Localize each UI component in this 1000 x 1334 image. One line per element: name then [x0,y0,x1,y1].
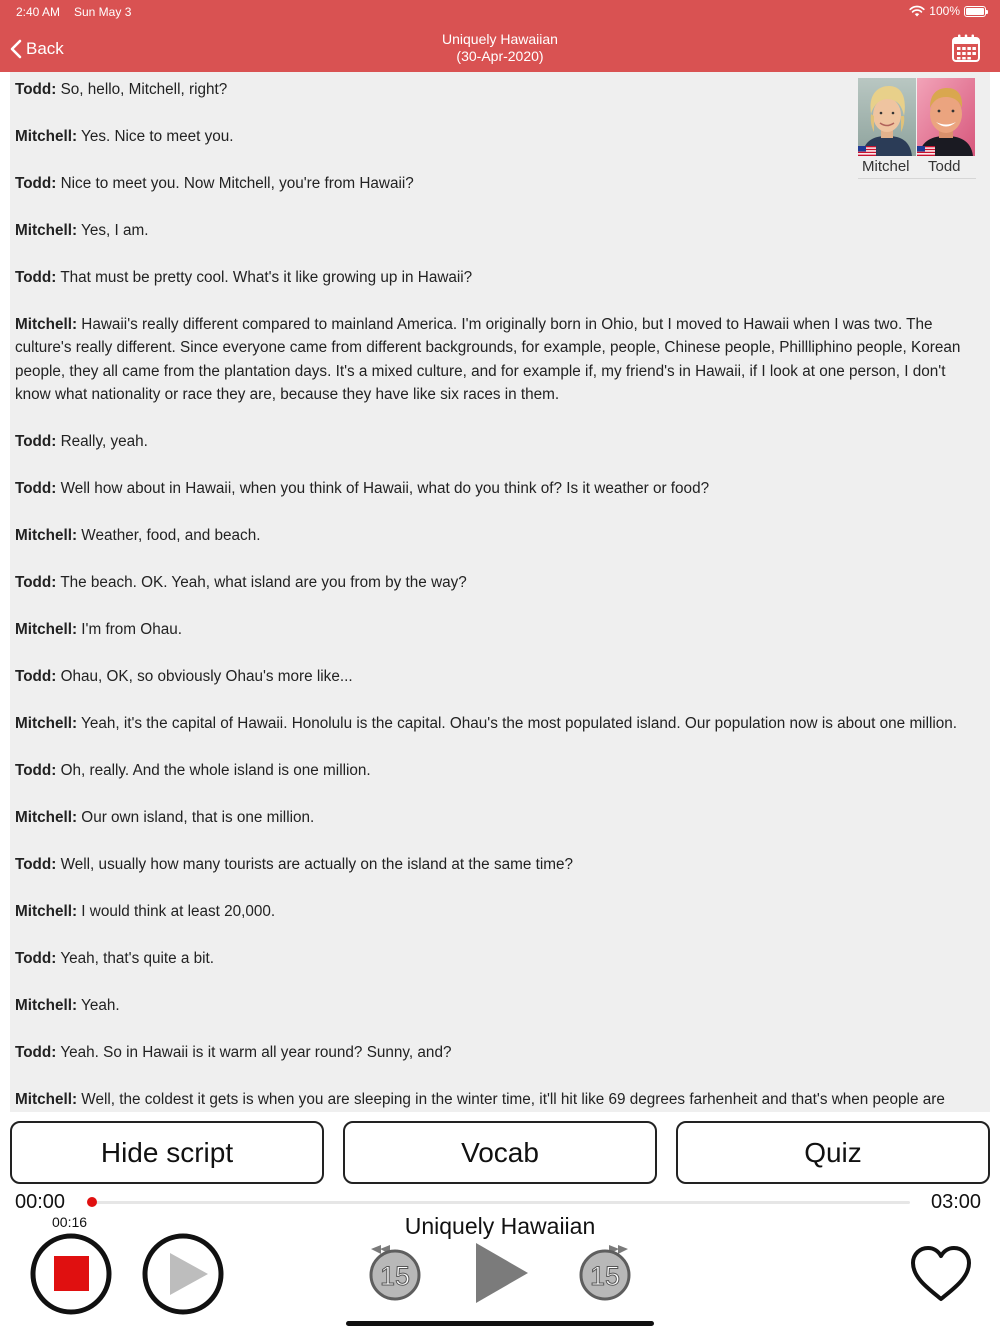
script-panel[interactable] [10,72,990,1112]
script-line [15,994,980,1017]
skip-back-button[interactable] [366,1240,424,1304]
stop-button[interactable] [29,1232,113,1316]
script-speaker: Mitchell: [15,715,78,733]
script-speaker: Mitchell: [15,903,78,921]
back-button[interactable] [10,36,64,62]
total-duration: 03:00 [931,1191,982,1213]
script-text: Our own island, that is one million. [77,809,315,827]
script-text: Hawaii's really different compared to mainland America. I'm originally born in Ohio, but I moved to Hawaii when I was two. The culture's really different. Since everyone came from different backgrounds, for example, people, Chinese people, Phillliphino people, Korean people, they all came from the plantation days. It's a mixed culture, and for example if, my friend's in Hawaii, if I look at one person, I don't know what nationality or race they are, because they have like six races in them. [15,316,961,404]
script-text: Yes, I am. [77,222,149,239]
script-line [15,1088,980,1111]
script-text: I would think at least 20,000. [77,903,276,921]
progress-slider[interactable] [92,1201,910,1204]
script-text: Yeah, it's the capital of Hawaii. Honolulu is the capital. Ohau's the most populated island. Our population now is about one million. [77,715,958,733]
script-speaker: Mitchell: [15,997,78,1015]
script-speaker: Mitchell: [15,222,78,239]
script-line [15,430,980,453]
favorite-button[interactable] [909,1245,973,1303]
back-label: Back [26,39,64,58]
script-speaker: Todd: [15,574,57,592]
battery-percent: 100% [929,4,960,18]
script-speaker: Todd: [15,433,57,451]
status-time: 2:40 AM [16,5,61,19]
status-indicators [909,4,986,18]
script-text: So, hello, Mitchell, right? [56,81,228,98]
script-line [15,712,980,735]
script-line [15,172,980,195]
script-speaker: Todd: [15,1044,57,1062]
calendar-icon[interactable] [950,32,982,64]
script-line [15,125,980,148]
script-text: Really, yeah. [56,433,148,451]
progress-knob[interactable] [87,1197,97,1207]
chevron-left-icon [10,39,22,59]
script-speaker: Mitchell: [15,1091,78,1109]
script-line [15,477,980,500]
hide-script-button[interactable]: Hide script [10,1121,324,1184]
script-line [15,806,980,829]
script-speaker: Mitchell: [15,128,78,145]
status-date: Sun May 3 [74,5,132,19]
wifi-icon [909,5,925,17]
script-text: Ohau, OK, so obviously Ohau's more like... [56,668,353,686]
quiz-button[interactable]: Quiz [676,1121,990,1184]
navigation-bar [0,0,1000,72]
script-line [15,618,980,641]
script-line [15,219,980,242]
page-title [300,31,700,65]
track-title: Uniquely Hawaiian [404,1213,596,1239]
script-speaker: Todd: [15,856,57,874]
script-line [15,571,980,594]
elapsed-time: 00:00 [15,1191,66,1213]
script-line [15,900,980,923]
avatar-mitchel [858,78,916,156]
script-text: Oh, really. And the whole island is one million. [56,762,371,780]
status-bar [0,0,1000,24]
battery-icon [964,6,986,17]
play-recording-button[interactable] [141,1232,225,1316]
script-text: Yeah. [77,997,120,1015]
play-button[interactable] [474,1241,530,1305]
script-text: Yeah, that's quite a bit. [56,950,215,968]
script-speaker: Todd: [15,668,57,686]
speaker-divider [858,178,976,179]
script-speaker: Todd: [15,950,57,968]
script-line [15,78,980,101]
script-text: That must be pretty cool. What's it like growing up in Hawaii? [56,269,473,286]
skip-forward-button[interactable] [576,1240,634,1304]
script-line [15,665,980,688]
speaker-name-todd: Todd [928,158,961,175]
script-speaker: Todd: [15,81,57,98]
script-speaker: Todd: [15,175,57,192]
skip-forward-label: 15 [589,1261,621,1291]
script-speaker: Mitchell: [15,621,78,639]
marker-time: 00:16 [52,1214,88,1230]
page-title-line1: Uniquely Hawaiian [442,31,558,47]
script-speaker: Todd: [15,269,57,286]
script-line [15,1041,980,1064]
us-flag-icon [858,146,876,156]
script-speaker: Mitchell: [15,527,78,545]
page-title-line2: (30-Apr-2020) [456,48,544,64]
script-line [15,266,980,289]
script-text: I'm from Ohau. [77,621,182,639]
script-line [15,853,980,876]
play-icon [476,1243,528,1303]
script-speaker: Todd: [15,762,57,780]
script-line [15,947,980,970]
script-speaker: Todd: [15,480,57,498]
us-flag-icon [917,146,935,156]
script-text: Well, the coldest it gets is when you are sleeping in the winter time, it'll hit like 69 degrees farhenheit and that's when people are [77,1091,945,1109]
heart-icon [913,1248,969,1299]
script-speaker: Mitchell: [15,809,78,827]
script-line [15,524,980,547]
script-transcript [15,78,980,1112]
vocab-button[interactable]: Vocab [343,1121,657,1184]
home-indicator[interactable] [346,1321,654,1326]
script-text: Yes. Nice to meet you. [77,128,234,145]
avatar-todd [917,78,975,156]
script-line [15,313,980,407]
speaker-photos [858,78,976,178]
script-text: Well how about in Hawaii, when you think of Hawaii, what do you think of? Is it weather or food? [56,480,710,498]
script-text: Weather, food, and beach. [77,527,261,545]
script-text: The beach. OK. Yeah, what island are you from by the way? [56,574,467,592]
stop-icon [54,1256,89,1291]
script-text: Nice to meet you. Now Mitchell, you're from Hawaii? [56,175,414,192]
script-text: Well, usually how many tourists are actually on the island at the same time? [56,856,574,874]
script-text: Yeah. So in Hawaii is it warm all year round? Sunny, and? [56,1044,452,1062]
speaker-name-mitchel: Mitchel [862,158,910,175]
script-line [15,759,980,782]
skip-back-label: 15 [379,1261,411,1291]
script-speaker: Mitchell: [15,316,78,333]
